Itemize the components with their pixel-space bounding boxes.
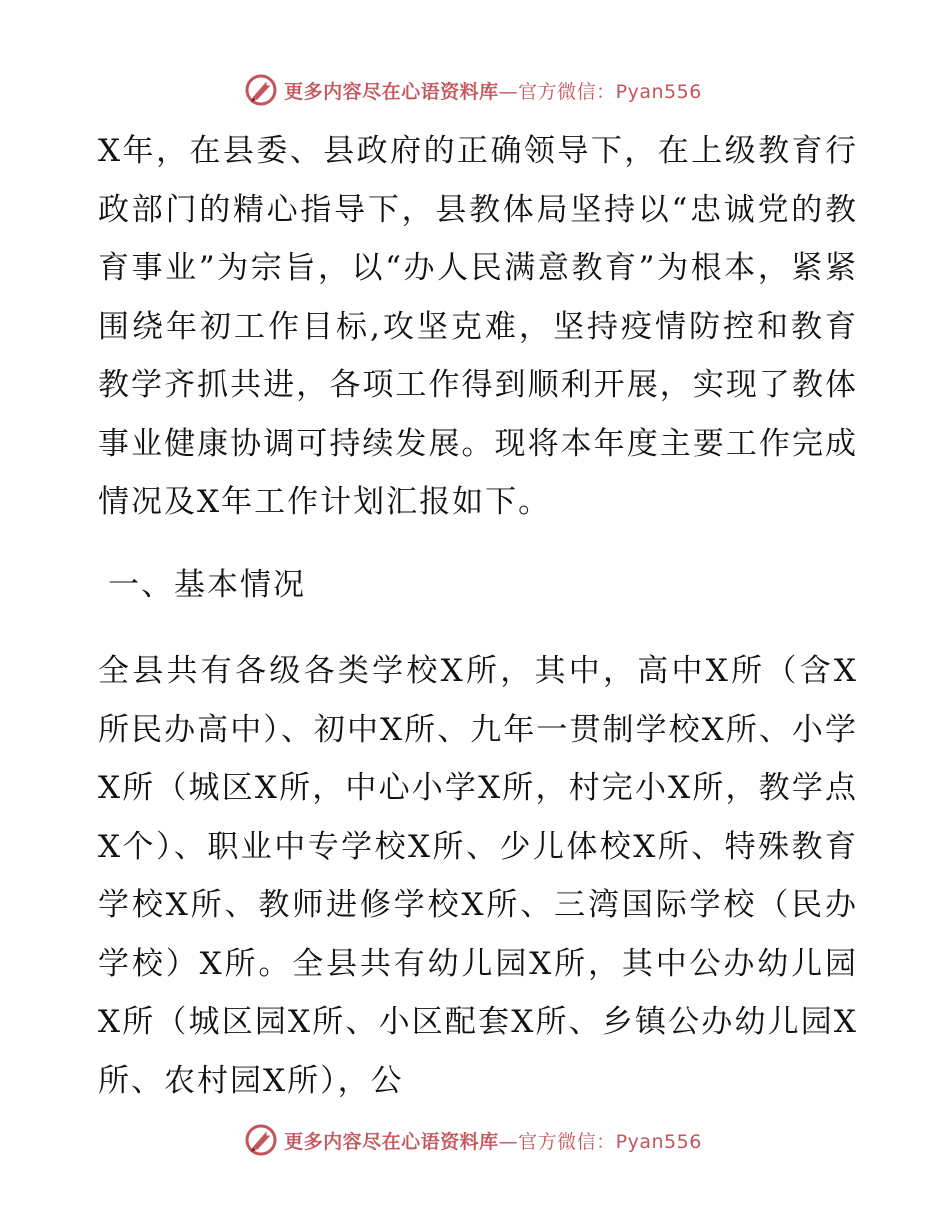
footer-banner-site: 更多内容尽在心语资料库 (284, 1130, 499, 1153)
document-body (98, 122, 858, 1110)
section-heading-basic: 一、基本情况 (108, 566, 306, 603)
header-banner-text (284, 77, 702, 104)
footer-banner-wechat: —官方微信：Pyan556 (498, 1130, 702, 1153)
paragraph-basic-info: 全县共有各级各类学校X所，其中，高中X所（含X所民办高中）、初中X所、九年一贯制学校X所、小学X所（城区X所，中心小学X所，村完小X所，教学点X个）、职业中专学校X所、少儿体校X所、特殊教育学校X所、教师进修学校X所、三湾国际学校（民办学校）X所。全县共有幼儿园X所，其中公办幼儿园X所（城区园X所、小区配套X所、乡镇公办幼儿园X所、农村园X所），公 (98, 653, 858, 1099)
pen-logo-icon (244, 73, 278, 107)
paragraph-intro: X年，在县委、县政府的正确领导下，在上级教育行政部门的精心指导下，县教体局坚持以“忠诚党的教育事业”为宗旨，以“办人民满意教育”为根本，紧紧围绕年初工作目标,攻坚克难，坚持疫情防控和教育教学齐抓共进，各项工作得到顺利开展，实现了教体事业健康协调可持续发展。现将本年度主要工作完成情况及X年工作计划汇报如下。 (98, 133, 858, 520)
footer-banner-text (284, 1127, 702, 1154)
footer-banner (0, 1120, 950, 1160)
header-banner-site: 更多内容尽在心语资料库 (284, 80, 499, 103)
header-banner (0, 70, 950, 110)
header-banner-inner (244, 73, 702, 107)
header-banner-wechat: —官方微信：Pyan556 (498, 80, 702, 103)
footer-banner-inner (244, 1123, 702, 1157)
pen-logo-icon (244, 1123, 278, 1157)
